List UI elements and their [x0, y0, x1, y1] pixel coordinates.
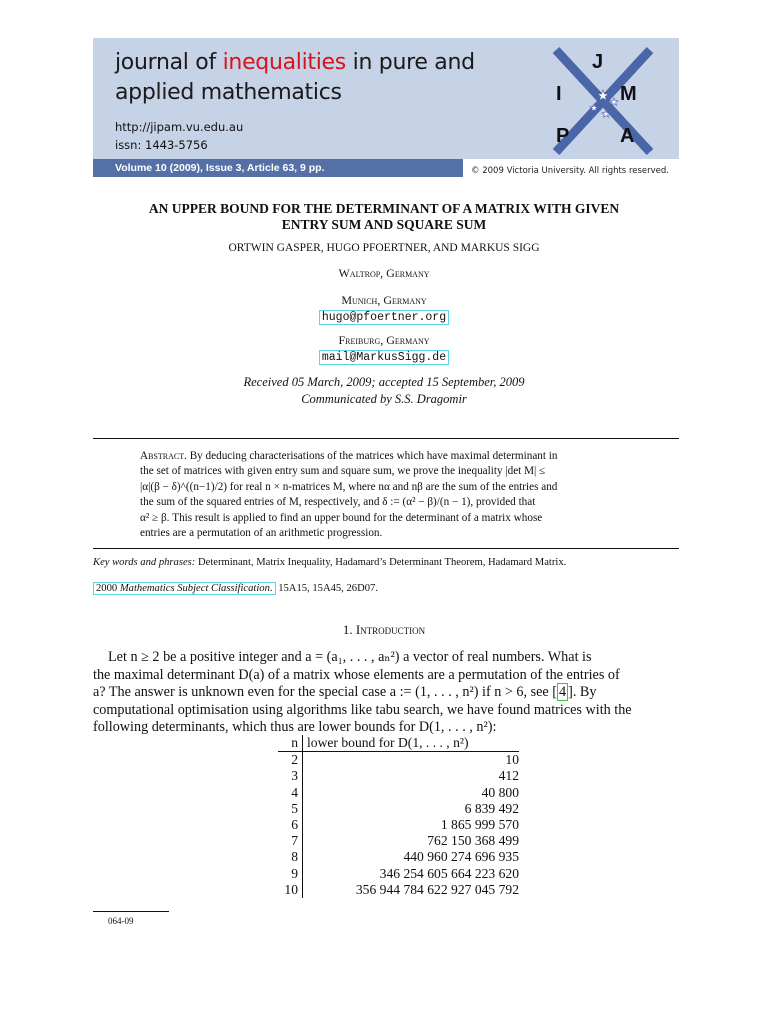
header-n: n — [278, 735, 303, 752]
abstract-line: entries are a permutation of an arithmetic progression. — [140, 527, 383, 540]
abstract-top-rule — [93, 438, 679, 439]
table-row: 4 40 800 — [278, 785, 519, 801]
abstract-line: α² ≥ β. This result is applied to find an upper bound for the determinant of a matrix whose — [140, 511, 543, 524]
email-link-pfoertner[interactable]: hugo@pfoertner.org — [319, 310, 449, 325]
abstract-line: |α|(β − δ)^((n−1)/2) for real n × n-matrices M, where nα and nβ are the sum of the entries and — [140, 480, 558, 493]
email-link-sigg[interactable]: mail@MarkusSigg.de — [319, 350, 449, 365]
logo-letter-j: J — [592, 51, 604, 73]
affiliation-waltrop: Waltrop, Germany — [338, 266, 430, 280]
paper-title — [0, 201, 768, 233]
abstract — [140, 449, 628, 541]
paper-title-line2: ENTRY SUM AND SQUARE SUM — [281, 217, 487, 232]
table-row: 9 346 254 605 664 223 620 — [278, 866, 519, 882]
journal-banner — [93, 38, 679, 181]
abstract-line: the sum of the squared entries of M, respectively, and δ := (α² − β)/(n − 1), provided that — [140, 496, 536, 509]
journal-title-line1: journal of inequalities in pure and — [115, 50, 475, 75]
journal-title-highlight: inequalities — [222, 50, 346, 75]
journal-issn: issn: 1443-5756 — [115, 138, 208, 152]
logo-letter-i: I — [556, 83, 562, 105]
volume-info: Volume 10 (2009), Issue 3, Article 63, 9 pp. — [93, 159, 463, 177]
table-row: 10 356 944 784 622 927 045 792 — [278, 882, 519, 898]
keywords: Key words and phrases: Determinant, Matrix Inequality, Hadamard’s Determinant Theorem, Hadamard Matrix. — [93, 557, 567, 568]
journal-url[interactable]: http://jipam.vu.edu.au — [115, 120, 244, 134]
received-date: Received 05 March, 2009; accepted 15 September, 2009 — [243, 375, 525, 389]
logo-letter-m: M — [620, 83, 637, 105]
logo-letter-p: P — [556, 125, 570, 147]
table-row: 2 10 — [278, 752, 519, 769]
intro-line: Let n ≥ 2 be a positive integer and a = (a₁, . . . , aₙ²) a vector of real numbers. What is — [108, 649, 592, 665]
intro-line: following determinants, which thus are lower bounds for D(1, . . . , n²): — [93, 719, 497, 736]
affiliation-freiburg: Freiburg, Germany — [338, 333, 430, 347]
table-row: 8 440 960 274 696 935 — [278, 849, 519, 865]
article-id: 064-09 — [108, 916, 134, 926]
paper-title-line1: AN UPPER BOUND FOR THE DETERMINANT OF A MATRIX WITH GIVEN — [148, 201, 620, 216]
intro-line: the maximal determinant D(a) of a matrix whose elements are a permutation of the entries of — [93, 666, 620, 683]
communicated-by: Communicated by S.S. Dragomir — [301, 392, 467, 406]
abstract-bottom-rule — [93, 548, 679, 549]
footnote-rule — [93, 911, 169, 912]
msc-link[interactable]: 2000 Mathematics Subject Classification. — [93, 582, 276, 595]
intro-line: a? The answer is unknown even for the special case a := (1, . . . , n²) if n > 6, see [ 4 ]. By — [93, 684, 597, 701]
table-header-row — [278, 735, 519, 752]
email-row-freiburg — [0, 347, 768, 365]
keywords-label: Key words and phrases: — [93, 557, 196, 568]
intro-line: computational optimisation using algorithms like tabu search, we have found matrices with the — [93, 701, 632, 718]
section-heading: 1. Introduction — [342, 622, 426, 637]
header-value: lower bound for D(1, . . . , n²) — [303, 735, 520, 752]
affiliation-munich: Munich, Germany — [341, 293, 427, 307]
table-row: 7 762 150 368 499 — [278, 833, 519, 849]
citation-link[interactable]: 4 — [559, 684, 567, 701]
msc-classification: 2000 Mathematics Subject Classification. 15A15, 15A45, 26D07. — [93, 583, 378, 594]
abstract-label: Abstract. — [140, 450, 187, 462]
determinant-table — [278, 735, 519, 898]
email-row-munich — [0, 307, 768, 325]
journal-title-line2: applied mathematics — [115, 80, 342, 105]
jipam-logo-icon — [548, 46, 658, 156]
abstract-line: Abstract. By deducing characterisations of the matrices which have maximal determinant in — [140, 450, 558, 462]
table-row: 3 412 — [278, 768, 519, 784]
copyright: © 2009 Victoria University. All rights reserved. — [471, 166, 669, 176]
table-row: 5 6 839 492 — [278, 801, 519, 817]
intro-paragraph — [93, 649, 679, 737]
abstract-line: the set of matrices with given entry sum and square sum, we prove the inequality |det M| ≤ — [140, 465, 546, 478]
table-row: 6 1 865 999 570 — [278, 817, 519, 833]
authors: ORTWIN GASPER, HUGO PFOERTNER, AND MARKUS SIGG — [228, 242, 540, 254]
logo-letter-a: A — [620, 125, 635, 147]
